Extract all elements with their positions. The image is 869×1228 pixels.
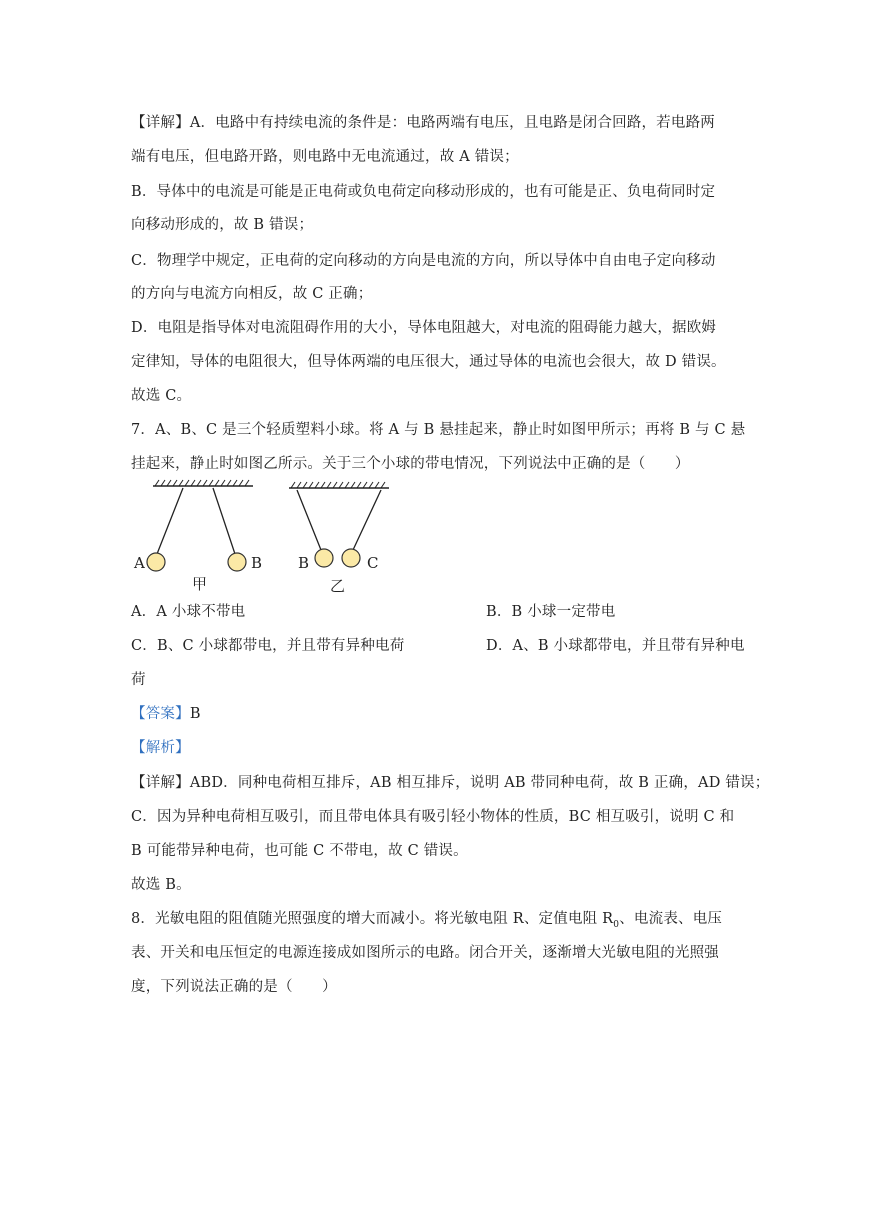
figure-jia: [133, 480, 262, 593]
detail-line-3: B 可能带异种电荷，也可能 C 不带电，故 C 错误。: [131, 843, 468, 859]
solution-q6-line-2: 端有电压，但电路开路，则电路中无电流通过，故 A 错误；: [131, 149, 519, 165]
detail-line-2: C．因为异种电荷相互吸引，而且带电体具有吸引轻小物体的性质，BC 相互吸引，说明 C 和: [131, 809, 735, 825]
ball-b-right: [315, 549, 333, 567]
question8-stem-line-3: 度，下列说法正确的是（ ）: [131, 979, 337, 995]
answer-line: [131, 704, 201, 724]
ceiling-hatching-right: [291, 482, 385, 488]
ball-b-left: [228, 553, 246, 571]
question8-stem-line-2: 表、开关和电压恒定的电源连接成如图所示的电路。闭合开关，逐渐增大光敏电阻的光照强: [131, 945, 719, 961]
label-b-left: B: [251, 554, 263, 572]
answer-tag: 【答案】: [131, 706, 190, 722]
ceiling-hatching-left: [155, 480, 249, 486]
ball-a: [147, 553, 165, 571]
option-a: A．A 小球不带电: [131, 604, 246, 620]
thread-a: [157, 488, 183, 554]
solution-q6-line-5: C．物理学中规定，正电荷的定向移动的方向是电流的方向，所以导体中自由电子定向移动: [131, 253, 716, 269]
detail-line-4: 故选 B。: [131, 877, 191, 893]
label-a: A: [134, 554, 145, 572]
solution-q6-line-3: B．导体中的电流是可能是正电荷或负电荷定向移动形成的，也有可能是正、负电荷同时定: [131, 184, 716, 200]
thread-c: [353, 490, 381, 550]
analysis-tag: 【解析】: [131, 740, 190, 756]
thread-b-left: [213, 488, 235, 554]
option-c: C．B、C 小球都带电，并且带有异种电荷: [131, 638, 405, 654]
detail-line-1: 【详解】ABD．同种电荷相互排斥，AB 相互排斥，说明 AB 带同种电荷，故 B 正确，AD 错误；: [131, 775, 770, 791]
solution-q6-line-1: 【详解】A．电路中有持续电流的条件是：电路两端有电压，且电路是闭合回路，若电路两: [131, 115, 715, 131]
solution-q6-line-7: D．电阻是指导体对电流阻碍作用的大小，导体电阻越大，对电流的阻碍能力越大，据欧姆: [131, 320, 717, 336]
option-d-continued: 荷: [131, 672, 146, 688]
option-b: B．B 小球一定带电: [486, 604, 616, 620]
ball-c: [342, 549, 360, 567]
caption-jia: 甲: [192, 575, 208, 593]
figure-yi: [289, 482, 389, 595]
detail-tag: 【详解】: [131, 775, 190, 791]
label-c: C: [367, 554, 379, 572]
detail-tag: 【详解】: [131, 115, 190, 131]
thread-b-right: [297, 490, 321, 550]
caption-yi: 乙: [330, 577, 346, 595]
pendulum-figure: [131, 478, 393, 596]
subscript-zero: 0: [613, 919, 620, 930]
answer-value: B: [189, 706, 201, 722]
solution-q6-line-9: 故选 C。: [131, 388, 192, 404]
question7-stem-line-2: 挂起来，静止时如图乙所示。关于三个小球的带电情况，下列说法中正确的是（ ）: [131, 456, 690, 472]
solution-q6-line-8: 定律知，导体的电阻很大，但导体两端的电压很大，通过导体的电流也会很大，故 D 错误。: [131, 354, 726, 370]
label-b-right: B: [298, 554, 310, 572]
option-d: D．A、B 小球都带电，并且带有异种电: [486, 638, 745, 654]
solution-q6-line-6: 的方向与电流方向相反，故 C 正确；: [131, 286, 373, 302]
solution-q6-line-4: 向移动形成的，故 B 错误；: [131, 217, 314, 233]
question7-stem-line-1: 7．A、B、C 是三个轻质塑料小球。将 A 与 B 悬挂起来，静止时如图甲所示；再将 B 与 C 悬: [131, 422, 746, 438]
question8-stem-line-1: 8．光敏电阻的阻值随光照强度的增大而减小。将光敏电阻 R、定值电阻 $R_0$、电流表、电压: [131, 911, 723, 930]
